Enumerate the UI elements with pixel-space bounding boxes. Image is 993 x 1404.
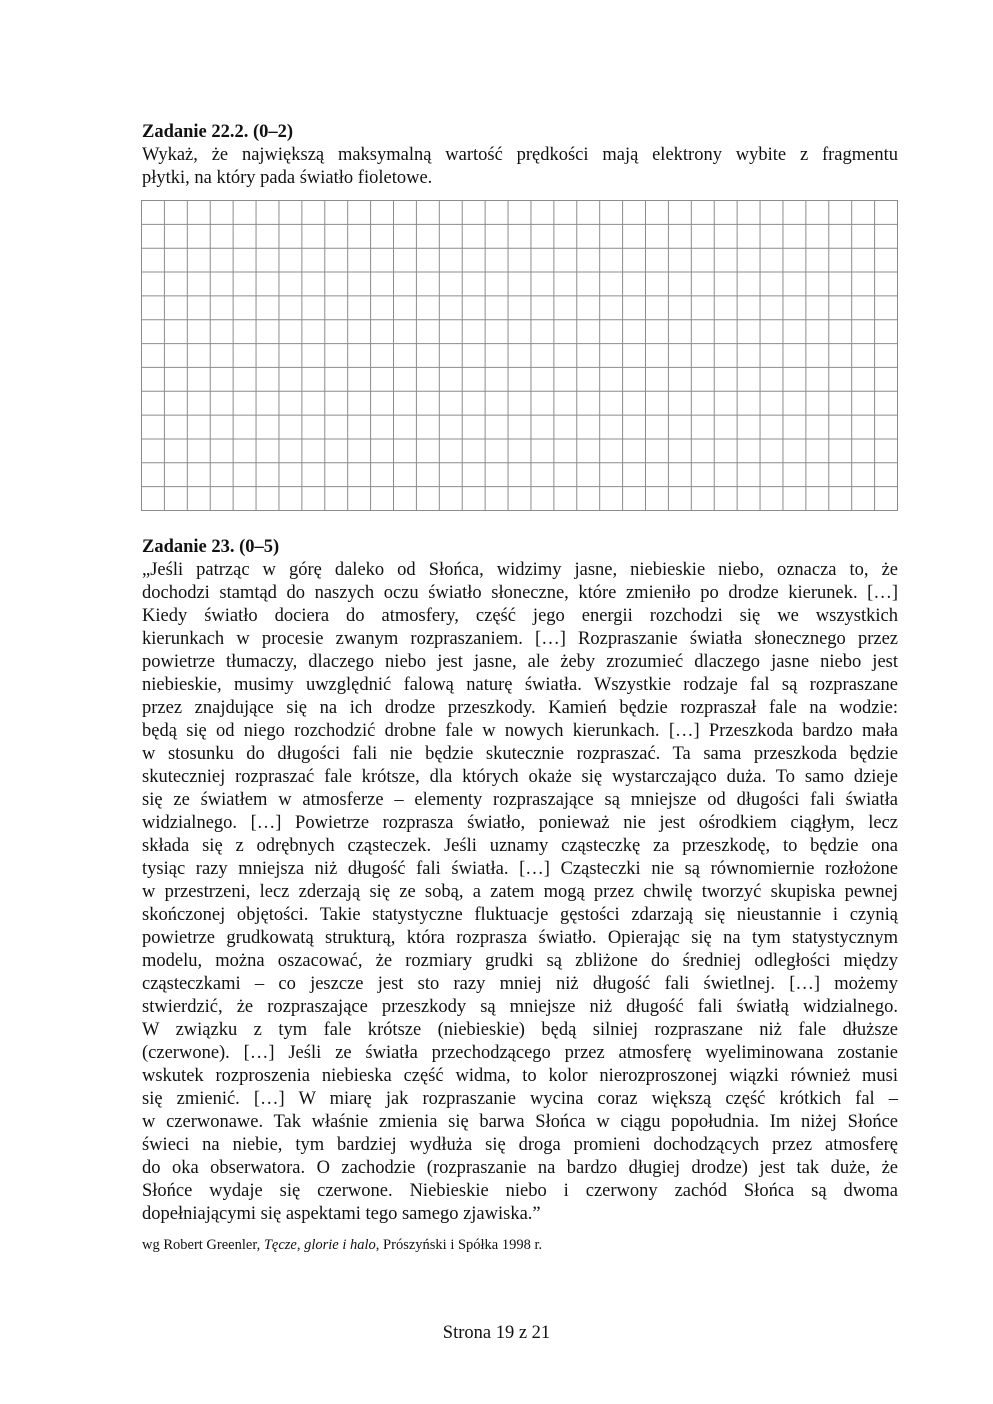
task-23-quote [142, 559, 898, 1226]
text-line: powietrze tłumaczy, dlaczego niebo jest jasne, ale żeby zrozumieć dlaczego jasne niebo jest [142, 652, 898, 672]
page-number: Strona 19 z 21 [442, 1323, 551, 1343]
text-line: widzialnego. […] Powietrze rozprasza światło, ponieważ nie jest ośrodkiem ciągłym, lecz [142, 813, 898, 833]
text-line: wskutek rozproszenia niebieska część widma, to kolor nierozproszonej wiązki również musi [142, 1066, 898, 1086]
text-line: będą się od niego rozchodzić drobne fale w nowych kierunkach. […] Przeszkoda bardzo mała [142, 721, 898, 741]
text-line: „Jeśli patrząc w górę daleko od Słońca, widzimy jasne, niebieskie niebo, oznacza to, że [142, 560, 898, 580]
text-line: (czerwone). […] Jeśli ze światła przechodzącego przez atmosferę wyeliminowana zostanie [142, 1043, 898, 1063]
source-title: Tęcze, glorie i halo [263, 1237, 376, 1253]
text-line: w przestrzeni, lecz zderzają się ze sobą, a zatem mogą przez chwilę tworzyć skupiska pewnej [142, 882, 898, 902]
text-line: dochodzi stamtąd do naszych oczu światło słoneczne, które zmieniło po drodze kierunek. […] [142, 583, 898, 603]
text-line: Kiedy światło dociera do atmosfery, część jego energii rozchodzi się we wszystkich [142, 606, 898, 626]
text-line: W związku z tym fale krótsze (niebieskie) będą silniej rozpraszane niż fale dłuższe [142, 1020, 898, 1040]
task-22-2-heading: Zadanie 22.2. (0–2) [142, 122, 294, 142]
text-line: tysiąc razy mniejsza niż długość fali światła. […] Cząsteczki nie są równomiernie rozłożone [142, 859, 898, 879]
text-line: skończonej objętości. Takie statystyczne fluktuacje gęstości zdarzają się nieustannie i czynią [142, 905, 898, 925]
text-line: dopełniającymi się aspektami tego samego zjawiska.” [142, 1204, 541, 1224]
source-citation [142, 1236, 542, 1254]
text-line: płytki, na który pada światło fioletowe. [142, 168, 433, 188]
text-line: składa się z odrębnych cząsteczek. Jeśli uznamy cząsteczkę za przeszkodę, to będzie ona [142, 836, 898, 856]
answer-grid[interactable] [141, 200, 898, 511]
text-line: modelu, można oszacować, że rozmiary grudki są zbliżone do średniej odległości między [142, 951, 898, 971]
text-line: przez znajdujące się na ich drodze przeszkody. Kamień będzie rozpraszał fale na wodzie: [142, 698, 898, 718]
source-publisher: , Prószyński i Spółka 1998 r. [375, 1237, 543, 1253]
text-line: się ze światłem w atmosferze – elementy rozpraszające są mniejsze od długości fali światła [142, 790, 898, 810]
text-line: się zmienić. […] W miarę jak rozpraszanie wycina coraz większą część krótkich fal – [142, 1089, 898, 1109]
text-line: w stosunku do długości fali nie będzie skutecznie rozpraszać. Ta sama przeszkoda będzie [142, 744, 898, 764]
text-line: kierunkach w procesie zwanym rozpraszaniem. […] Rozpraszanie światła słonecznego przez [142, 629, 898, 649]
answer-grid-lines [141, 200, 898, 511]
text-line: niebieskie, musimy uwzględnić falową naturę światła. Wszystkie rodzaje fal są rozpraszane [142, 675, 898, 695]
source-author: wg Robert Greenler, [142, 1237, 264, 1253]
task-22-2-text [142, 144, 898, 190]
text-line: stwierdzić, że rozpraszające przeszkody są mniejsze niż długość fali światłą widzialnego. [142, 997, 898, 1017]
text-line: Wykaż, że największą maksymalną wartość prędkości mają elektrony wybite z fragmentu [142, 145, 898, 165]
task-23-heading: Zadanie 23. (0–5) [142, 537, 280, 557]
text-line: świeci na niebie, tym bardziej wydłuża się droga promieni dochodzących przez atmosferę [142, 1135, 898, 1155]
text-line: do oka obserwatora. O zachodzie (rozpraszanie na bardzo długiej drodze) jest tak duże, że [142, 1158, 898, 1178]
text-line: w czerwonawe. Tak właśnie zmienia się barwa Słońca w ciągu popołudnia. Im niżej Słońce [142, 1112, 898, 1132]
text-line: skuteczniej rozpraszać fale krótsze, dla których okaże się wystarczająco duża. To samo dzieje [142, 767, 898, 787]
text-line: powietrze grudkowatą strukturą, która rozprasza światło. Opierając się na tym statystycznym [142, 928, 898, 948]
text-line: cząsteczkami – co jeszcze jest sto razy mniej niż długość fali świetlnej. […] możemy [142, 974, 898, 994]
text-line: Słońce wydaje się czerwone. Niebieskie niebo i czerwony zachód Słońca są dwoma [142, 1181, 898, 1201]
